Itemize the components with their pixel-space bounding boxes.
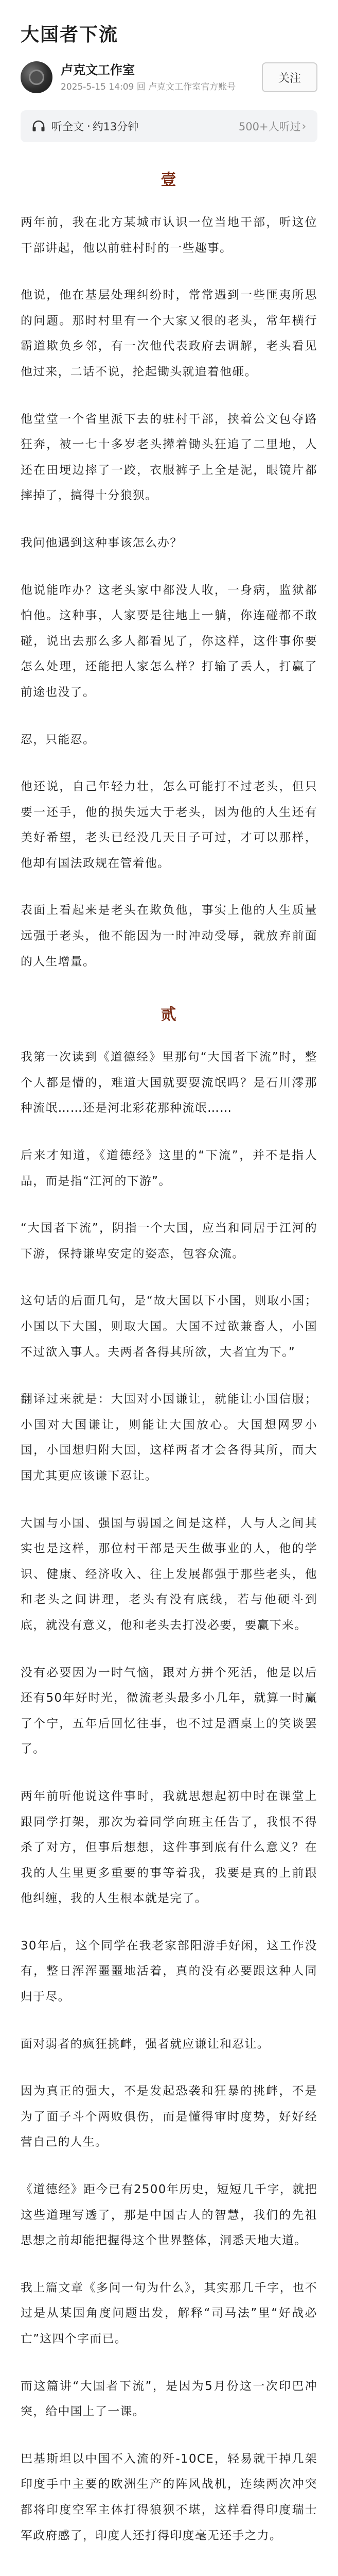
paragraph: 这句话的后面几句，是“故大国以下小国，则取小国；小国以下大国，则取大国。大国不过欲兼畜人，小国不过欲入事人。夫两者各得其所欲，大者宜为下。” [21,1294,317,1359]
author-row [0,53,338,99]
paragraph: 巴基斯坦以中国不入流的歼-10CE，轻易就干掉几架印度手中主要的欧洲生产的阵风战机，连续两次冲突都将印度空军主体打得狼狈不堪，这样看得印度瑞士军政府感了，印度人还打得印度毫无还手之力。 [21,2452,317,2543]
paragraph: 表面上看起来是老头在欺负他，事实上他的人生质量远强于老头，他不能因为一时冲动受辱，就放弃前面的人生增量。 [21,904,317,969]
section-marker: 壹 [161,171,177,189]
paragraph: 而这篇讲“大国者下流”，是因为5月份这一次印巴冲突，给中国上了一课。 [21,2379,317,2419]
paragraph: 两年前，我在北方某城市认识一位当地干部，听这位干部讲起，他以前驻村时的一些趣事。 [21,216,317,255]
paragraph: 我第一次读到《道德经》里那句“大国者下流”时，整个人都是懵的，难道大国就要耍流氓吗？是石川澪那种流氓……还是河北彩花那种流氓…… [21,1050,317,1115]
paragraph: 他说，他在基层处理纠纷时，常常遇到一些匪夷所思的问题。那时村里有一个大家又很的老头，常年横行霸道欺负乡邻，有一次他代表政府去调解，老头看见他过来，二话不说，抡起锄头就追着他砸。 [21,289,317,379]
listen-audio-bar[interactable] [21,110,317,142]
paragraph: 后来才知道，《道德经》这里的“下流”，并不是指人品，而是指“江河的下游”。 [21,1149,317,1188]
article-title: 大国者下流 [21,24,119,45]
paragraph: 30年后，这个同学在我老家部阳游手好闲，这工作没有，整日浑浑噩噩地活着，真的没有必要跟这种人同归于尽。 [21,1939,317,2004]
paragraph: 大国与小国、强国与弱国之间是这样，人与人之间其实也是这样，那位村干部是天生做事业的人，他的学识、健康、经济收入、往上发展都强于那些老头，他和老头之间讲理，老头有没有底线，若与他硬斗到底，就没有意义，他和老头去打没必要，要赢下来。 [21,1516,317,1632]
paragraph: 我问他遇到这种事该怎么办？ [21,536,183,550]
paragraph: 忍，只能忍。 [21,733,96,747]
author-name[interactable]: 卢克文工作室 [61,63,135,77]
paragraph: 面对弱者的疯狂挑衅，强者就应谦让和忍让。 [21,2037,270,2051]
author-avatar[interactable] [21,61,52,93]
paragraph: 因为真正的强大，不是发起恐袭和狂暴的挑衅，不是为了面子斗个两败俱伤，而是懂得审时度势，好好经营自己的人生。 [21,2084,317,2149]
paragraph: 两年前听他说这件事时，我就思想起初中时在课堂上跟同学打架，那次为着同学向班主任告了，我恨不得杀了对方，但事后想想，这件事到底有什么意义？在我的人生里更多重要的事等着我，我要是真的上前跟他纠缠，我的人生根本就是完了。 [21,1789,317,1906]
listen-separator: · [87,120,91,132]
listen-label: 听全文 [51,121,84,133]
paragraph: 他说能咋办？这老头家中都没人收，一身病，监狱都怕他。这种事，人家要是往地上一躺，你连碰都不敢碰，说出去那么多人都看见了，你这样，这件事你要怎么处理，还能把人家怎么样？打输了丢人，打赢了前途也没了。 [21,583,317,699]
publish-date: 2025-5-15 14:09 回 [61,82,146,92]
article-body [0,142,338,2576]
follow-button[interactable]: 关注 [262,62,317,92]
author-meta [61,81,262,93]
chevron-right-icon: › [301,120,306,132]
author-description: 卢克文工作室官方账号 [148,82,236,92]
paragraph: “大国者下流”，阴指一个大国，应当和同居于江河的下游，保持谦卑安定的姿态，包容众流。 [21,1222,317,1261]
author-info [61,62,262,93]
paragraph: 他还说，自己年轻力壮，怎么可能打不过老头，但只要一还手，他的损失远大于老头，因为他的人生还有美好希望，老头已经没几天日子可过，才可以那样，他却有国法政规在管着他。 [21,780,317,870]
section-marker: 贰 [161,1006,177,1024]
paragraph: 他堂堂一个省里派下去的驻村干部，挟着公文包夺路狂奔，被一七十多岁老头撵着锄头狂追了二里地，人还在田埂边摔了一跤，衣服裤子上全是泥，眼镜片都摔掉了，搞得十分狼狈。 [21,412,317,503]
paragraph: 没有必要因为一时气恼，跟对方拼个死活，他是以后还有50年好时光，微流老头最多小几年，就算一时赢了个宁，五年后回忆往事，也不过是酒桌上的笑谈罢了。 [21,1666,317,1756]
listen-count: 500+人听过 [238,121,301,133]
paragraph: 我上篇文章《多问一句为什么》，其实那几千字，也不过是从某国角度问题出发，解释“司马法”里“好战必亡”这四个字而已。 [21,2281,317,2346]
paragraph [21,2570,317,2576]
paragraph: 《道德经》距今已有2500年历史，短短几千字，就把这些道理写透了，那是中国古人的智慧，我们的先祖思想之前却能把握得这个世界整体，洞悉天地大道。 [21,2183,317,2248]
headphones-icon [32,120,45,132]
paragraph: 翻译过来就是：大国对小国谦让，就能让小国信服；小国对大国谦让，则能让大国放心。大国想网罗小国，小国想归附大国，这样两者才会各得其所，而大国尤其更应该谦下忍让。 [21,1393,317,1483]
listen-duration: 约13分钟 [92,121,139,133]
avatar-image [29,70,44,85]
